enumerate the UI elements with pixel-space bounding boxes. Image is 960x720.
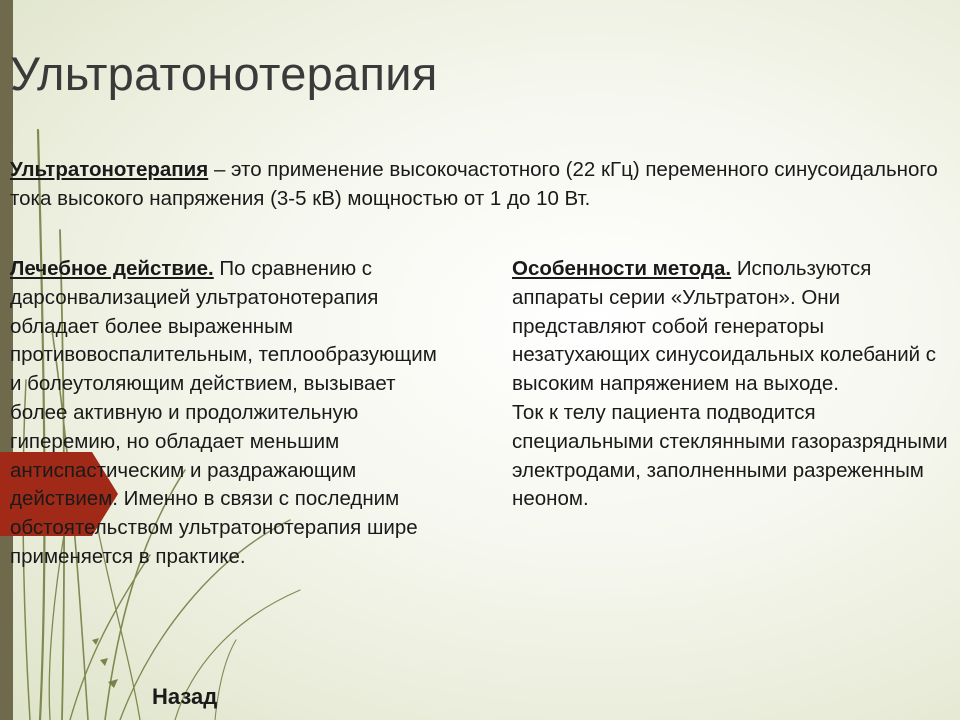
intro-term: Ультратонотерапия xyxy=(10,158,209,181)
therapeutic-effect-column xyxy=(10,255,450,572)
back-link[interactable]: Назад xyxy=(152,684,218,709)
slide-title: Ультратонотерапия xyxy=(10,47,438,100)
therapeutic-effect-text: По сравнению с дарсонвализацией ультратонотерапия обладает более выраженным противовоспалительным, теплообразующим и болеутоляющим действием, вызывает более активную и продолжительную гиперемию, но обладает меньшим антиспастическим и раздражающим действием. Именно в связи с последним обстоятельством ультратонотерапия шире применяется в практике. xyxy=(10,257,437,568)
intro-text: – это применение высокочастотного (22 кГц) переменного синусоидального тока высокого напряжения (3-5 кВ) мощностью от 1 до 10 Вт. xyxy=(10,158,938,210)
method-features-heading: Особенности метода. xyxy=(512,257,732,280)
intro-paragraph xyxy=(10,155,940,213)
method-features-text-2: Ток к телу пациента подводится специальными стеклянными газоразрядными электродами, заполненными разреженным неоном. xyxy=(512,400,948,511)
method-features-text: Используются аппараты серии «Ультратон». Они представляют собой генераторы незатухающих синусоидальных колебаний с высоким напряжением на выходе. xyxy=(512,257,937,396)
therapeutic-effect-heading: Лечебное действие. xyxy=(10,257,214,280)
method-features-column xyxy=(512,255,952,514)
